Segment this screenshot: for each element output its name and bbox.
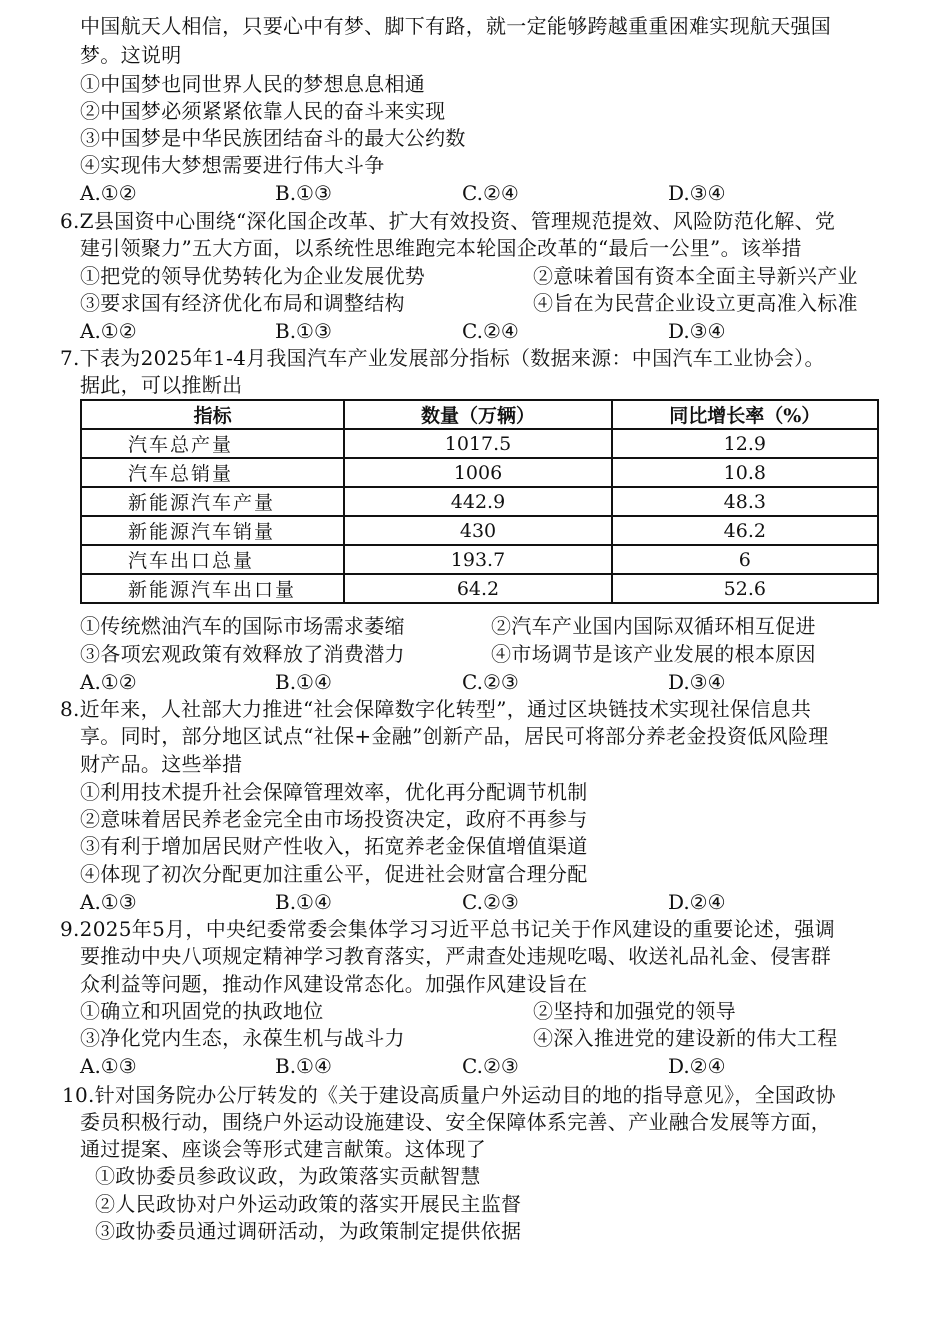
cell-indicator: 新能源汽车销量 xyxy=(81,516,344,545)
cell-quantity: 442.9 xyxy=(344,487,611,516)
cell-indicator: 汽车总产量 xyxy=(81,429,344,458)
q10-stem-line-2: 委员积极行动，围绕户外运动设施建设、安全保障体系完善、产业融合发展等方面， xyxy=(80,1110,832,1134)
q9-stem-line-2: 要推动中央八项规定精神学习教育落实，严肃查处违规吃喝、收送礼品礼金、侵害群 xyxy=(80,944,832,968)
q5-stem-line-1: 中国航天人相信，只要心中有梦、脚下有路，就一定能够跨越重重困难实现航天强国 xyxy=(80,14,832,38)
cell-quantity: 1017.5 xyxy=(344,429,611,458)
q8-stem-line-1: 8.近年来，人社部大力推进“社会保障数字化转型”，通过区块链技术实现社保信息共 xyxy=(60,697,812,721)
q9-stem-line-3: 众利益等问题，推动作风建设常态化。加强作风建设旨在 xyxy=(80,972,588,996)
q5-item-4: ④实现伟大梦想需要进行伟大斗争 xyxy=(80,153,385,177)
q8-item-1: ①利用技术提升社会保障管理效率，优化再分配调节机制 xyxy=(80,780,588,804)
cell-growth-rate: 6 xyxy=(612,545,878,574)
q10-stem-line-3: 通过提案、座谈会等形式建言献策。这体现了 xyxy=(80,1137,486,1161)
q7-item-1: ①传统燃油汽车的国际市场需求萎缩 xyxy=(80,614,405,638)
q6-stem-line-2: 建引领聚力”五大方面，以系统性思维跑完本轮国企改革的“最后一公里”。该举措 xyxy=(80,236,802,260)
table-header-row xyxy=(81,400,878,429)
q8-stem-line-3: 财产品。这些举措 xyxy=(80,752,243,776)
q8-stem-line-2: 享。同时，部分地区试点“社保+金融”创新产品，居民可将部分养老金投资低风险理 xyxy=(80,724,829,748)
cell-quantity: 193.7 xyxy=(344,545,611,574)
q9-item-3: ③净化党内生态，永葆生机与战斗力 xyxy=(80,1026,405,1050)
q7-stem-line-1: 7.下表为2025年1-4月我国汽车产业发展部分指标（数据来源：中国汽车工业协会）。 xyxy=(60,346,825,370)
header-indicator: 指标 xyxy=(81,400,344,429)
cell-growth-rate: 48.3 xyxy=(612,487,878,516)
cell-indicator: 新能源汽车出口量 xyxy=(81,574,344,603)
q10-item-2: ②人民政协对户外运动政策的落实开展民主监督 xyxy=(95,1192,522,1216)
table-row xyxy=(81,458,878,487)
q7-item-2: ②汽车产业国内国际双循环相互促进 xyxy=(491,614,816,638)
q5-item-1: ①中国梦也同世界人民的梦想息息相通 xyxy=(80,72,426,96)
q8-option-d: D.②④ xyxy=(668,890,726,914)
q8-item-2: ②意味着居民养老金完全由市场投资决定，政府不再参与 xyxy=(80,807,588,831)
q6-item-3: ③要求国有经济优化布局和调整结构 xyxy=(80,291,405,315)
q6-option-b: B.①③ xyxy=(275,319,332,343)
header-growth-rate: 同比增长率（%） xyxy=(612,400,878,429)
q5-item-2: ②中国梦必须紧紧依靠人民的奋斗来实现 xyxy=(80,99,446,123)
q5-option-c: C.②④ xyxy=(462,181,519,205)
table-row xyxy=(81,574,878,603)
cell-growth-rate: 52.6 xyxy=(612,574,878,603)
cell-quantity: 1006 xyxy=(344,458,611,487)
q7-item-4: ④市场调节是该产业发展的根本原因 xyxy=(491,642,816,666)
q6-option-c: C.②④ xyxy=(462,319,519,343)
q9-item-1: ①确立和巩固党的执政地位 xyxy=(80,999,324,1023)
q10-item-1: ①政协委员参政议政，为政策落实贡献智慧 xyxy=(95,1164,481,1188)
table-row xyxy=(81,429,878,458)
auto-industry-table xyxy=(80,399,879,604)
q8-option-c: C.②③ xyxy=(462,890,519,914)
q7-option-b: B.①④ xyxy=(275,670,332,694)
q6-option-a: A.①② xyxy=(80,319,137,343)
q9-item-4: ④深入推进党的建设新的伟大工程 xyxy=(533,1026,838,1050)
q7-option-c: C.②③ xyxy=(462,670,519,694)
cell-growth-rate: 10.8 xyxy=(612,458,878,487)
q9-stem-line-1: 9.2025年5月，中央纪委常委会集体学习习近平总书记关于作风建设的重要论述，强调 xyxy=(60,917,836,941)
q6-item-1: ①把党的领导优势转化为企业发展优势 xyxy=(80,264,426,288)
cell-indicator: 新能源汽车产量 xyxy=(81,487,344,516)
table-row xyxy=(81,516,878,545)
q7-option-d: D.③④ xyxy=(668,670,726,694)
q6-option-d: D.③④ xyxy=(668,319,726,343)
cell-quantity: 64.2 xyxy=(344,574,611,603)
q10-item-3: ③政协委员通过调研活动，为政策制定提供依据 xyxy=(95,1219,522,1243)
q6-stem-line-1: 6.Z县国资中心围绕“深化国企改革、扩大有效投资、管理规范提效、风险防范化解、党 xyxy=(60,209,836,233)
q5-option-d: D.③④ xyxy=(668,181,726,205)
q6-item-2: ②意味着国有资本全面主导新兴产业 xyxy=(533,264,858,288)
cell-growth-rate: 12.9 xyxy=(612,429,878,458)
q9-option-c: C.②③ xyxy=(462,1054,519,1078)
cell-growth-rate: 46.2 xyxy=(612,516,878,545)
q7-item-3: ③各项宏观政策有效释放了消费潜力 xyxy=(80,642,405,666)
cell-indicator: 汽车总销量 xyxy=(81,458,344,487)
table-row xyxy=(81,545,878,574)
q9-option-d: D.②④ xyxy=(668,1054,726,1078)
q5-option-a: A.①② xyxy=(80,181,137,205)
q9-option-a: A.①③ xyxy=(80,1054,137,1078)
q5-item-3: ③中国梦是中华民族团结奋斗的最大公约数 xyxy=(80,126,466,150)
q9-option-b: B.①④ xyxy=(275,1054,332,1078)
cell-quantity: 430 xyxy=(344,516,611,545)
q7-option-a: A.①② xyxy=(80,670,137,694)
q9-item-2: ②坚持和加强党的领导 xyxy=(533,999,736,1023)
header-quantity: 数量（万辆） xyxy=(344,400,611,429)
q5-option-b: B.①③ xyxy=(275,181,332,205)
q8-option-b: B.①④ xyxy=(275,890,332,914)
q8-option-a: A.①③ xyxy=(80,890,137,914)
q8-item-4: ④体现了初次分配更加注重公平，促进社会财富合理分配 xyxy=(80,862,588,886)
q5-stem-line-2: 梦。这说明 xyxy=(80,43,182,67)
q7-stem-line-2: 据此，可以推断出 xyxy=(80,373,243,397)
q8-item-3: ③有利于增加居民财产性收入，拓宽养老金保值增值渠道 xyxy=(80,834,588,858)
table-row xyxy=(81,487,878,516)
q6-item-4: ④旨在为民营企业设立更高准入标准 xyxy=(533,291,858,315)
q10-stem-line-1: 10.针对国务院办公厅转发的《关于建设高质量户外运动目的地的指导意见》，全国政协 xyxy=(62,1083,836,1107)
cell-indicator: 汽车出口总量 xyxy=(81,545,344,574)
